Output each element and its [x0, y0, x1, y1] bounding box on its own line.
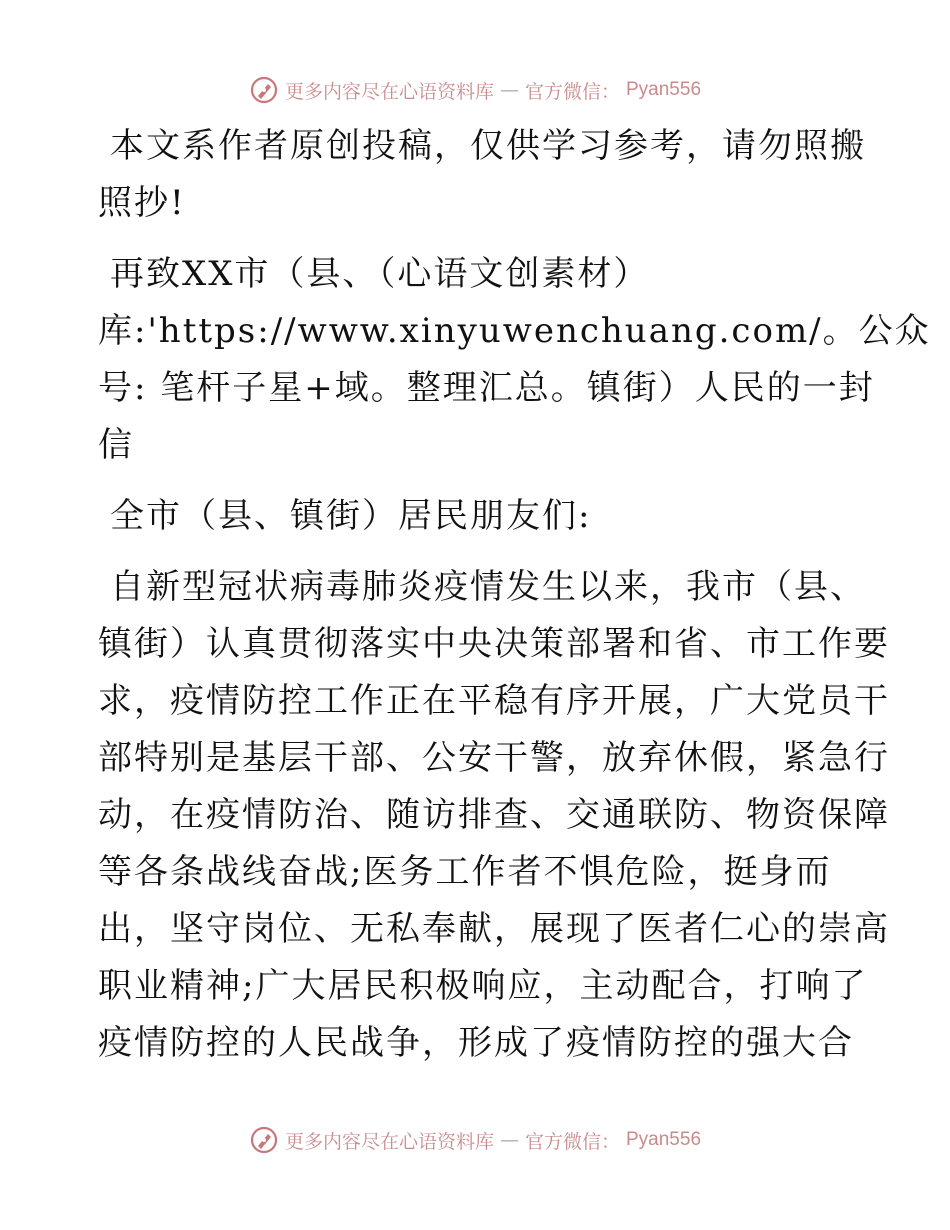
footer-watermark — [0, 1120, 950, 1160]
text-line: 出，坚守岗位、无私奉献，展现了医者仁心的崇高 — [98, 909, 890, 949]
text-line: 信 — [98, 425, 134, 465]
watermark-channel: 官方微信： — [524, 80, 620, 103]
text-line: 部特别是基层干部、公安干警，放弃休假，紧急行 — [98, 738, 890, 778]
watermark-brand: 更多内容尽在心语资料库 — [284, 80, 494, 103]
text-line: 镇街）认真贯彻落实中央决策部署和省、市工作要 — [98, 624, 890, 664]
watermark-brand: 更多内容尽在心语资料库 — [284, 1130, 494, 1153]
text-line: 本文系作者原创投稿，仅供学习参考，请勿照搬 — [110, 126, 866, 166]
text-line: 再致XX市（县、（心语文创素材） — [110, 254, 650, 294]
watermark-separator: — — [499, 79, 519, 101]
watermark-account: Pyan556 — [626, 1129, 702, 1150]
text-line: 求，疫情防控工作正在平稳有序开展，广大党员干 — [98, 681, 890, 721]
paragraph-notice — [98, 118, 866, 232]
text-line: 全市（县、镇街）居民朋友们: — [110, 496, 592, 536]
watermark-channel: 官方微信： — [524, 1130, 620, 1153]
paragraph-body — [98, 559, 890, 1072]
text-line: 照抄! — [98, 183, 186, 223]
text-line: 等各条战线奋战;医务工作者不惧危险，挺身而 — [98, 852, 832, 892]
pen-logo-icon — [249, 1125, 279, 1155]
header-watermark — [0, 70, 950, 110]
pen-logo-icon — [249, 75, 279, 105]
text-line: 职业精神;广大居民积极响应，主动配合，打响了 — [98, 966, 868, 1006]
text-line: 库:'https://www.xinyuwenchuang.com/。公众 — [98, 311, 931, 351]
paragraph-title — [98, 246, 931, 474]
paragraph-salutation — [98, 488, 858, 545]
text-line: 号: 笔杆子星+域。整理汇总。镇街）人民的一封 — [98, 368, 875, 408]
text-line: 疫情防控的人民战争，形成了疫情防控的强大合 — [98, 1023, 854, 1063]
text-line: 自新型冠状病毒肺炎疫情发生以来，我市（县、 — [110, 567, 866, 607]
document-body — [98, 118, 931, 1086]
watermark-account: Pyan556 — [626, 79, 702, 100]
text-line: 动，在疫情防治、随访排查、交通联防、物资保障 — [98, 795, 890, 835]
watermark-separator: — — [499, 1129, 519, 1151]
